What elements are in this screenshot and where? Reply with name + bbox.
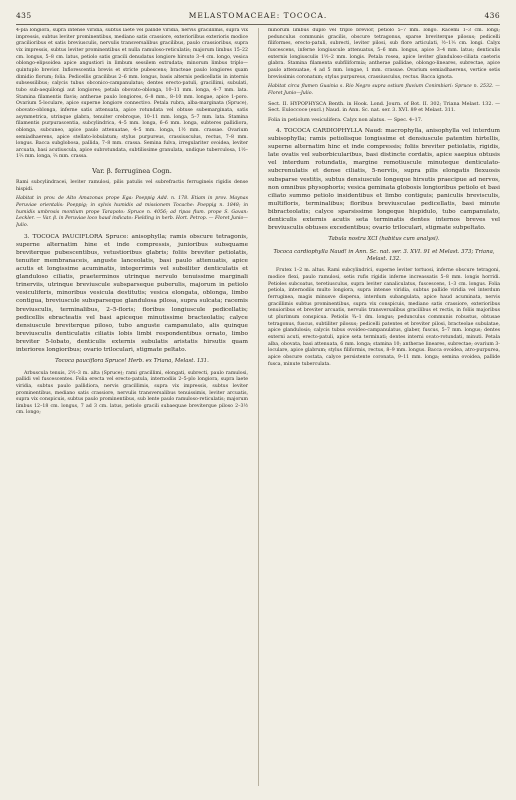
page-number-left: 435: [16, 10, 32, 20]
page-number-right: 436: [484, 10, 500, 20]
left-paragraph-continuation: 4-pla longiora, supra intense viridia, subtus laete vel pallide viridia, nervis gracillimis, supra vix impressis, subtus leviter prominentibus, mediano satis crassiore, exteriorilbus exterioris modice gracilioribus et satis breviusculis, nervulis transversalibus gracilibus, paulo crassioribus, supra vix impressis, subtus leviter prominentibus et nulla ramuloso-reticulatis; majorum limbus 15–22 cm. longus, 5–8 cm. latus, petiolo satis gracili denudatus longiore hirsuto 3–4 cm. longo, vesica oblongo-elipsoidea apice angustiori in limbum sessilem extrudata; minorum limbus triplo—quintuplo brevior. Inflorescentia brevis et stricte pubescens; bracteae paulo longiores quam dimidio florum; folia. Pedicellis gracilibus 2–6 mm. longus, basis alternis pedicellatis in internis subsessilibus; calycis tubus obconico-campanulatus; dentes erecto-patuli, gracillimi, subulati, tubo sub-aequilongi aut longiores; petala obovato-oblonga, 10–11 mm. longa, 4–7 mm. lata. Stamina filamentis flavis; antherae paulo longiores, 6–8 mm., 8–10 mm. longae, apice 1-poro. Ovarium 5-loculare, apice superne longiore connectivo. Petala rubra, alba-marginata (Spruce), obovato-oblonga, inferne satis attenuata, apice rotundata vel obtuse subemarginata, satis asymmetrica, utrinque glabra, tenuiter crebroque, 10–11 mm. longa, 5–7 mm. lata. Stamina filamentis purpurascentia, subcylindrica, 4–5 mm. longa, 6–6 mm. longa, subteres pallidiora, oblonga, subcuneo, apice paulo attenuatae, 4–5 mm. longa, 1½ mm. crassae. Ovarium semiadhaerens, apice stellato-lobulatum; stylus purpureus, crassiusculus, rectus, 7–8 mm. longus. Bacca subglobosa, pallida, 7–8 mm. crassa. Semina fulva, irregulariter ovoidea, leviter arcuata, basi acutiuscula, apice subrotundata, subtilissime granulata, undique tuberculosa, 1½–1⅔ mm. longa, ⅔ mm. crassa.: [16, 28, 248, 160]
header-rule: [16, 24, 500, 25]
section-note: Folia in petiolum vesiculifera. Calyx non alatus. — Spec. 4–17.: [268, 117, 423, 124]
species-3-citation: Tococa pauciflora Spruce! Herb. ex Triana, Melast. 131.: [55, 358, 209, 365]
species-3-description: Arbuscula tenuis, 2½–3 m. alta (Spruce); rami gracillimi, elongati, subrecti, paulo ramulosi, pallidi vel fuscescentes. Folia erecta vel erecto-patula, internodiis 2–5-plo longiora, supra laete viridia, subtus paulo pallidiora, nervis gracillimis, supra vix impressis, subtus leviter prominentibus, mediano satis crassiore, nervulis transversalibus tenuissimis, leviter arcuatis, supra vix conspicuis, subtus paulo prominentibus, sub lente paulo ramuloso-reticulatis; majorum limbus 12–18 cm. longus, 7 ad 3 cm. latus, petiolo gracili subaequae breviterque piloso 2–3½ cm. longo;: [16, 370, 248, 416]
habitat-note-2: Habitat circa flumen Guainia s. Rio Negro supra ostium fluvium Conimbiari: Spruce n. 2532. — Floret Junio—Julio.: [268, 84, 500, 96]
species-4-citation: Tococa cardiophylla Naud! in Ann. Sc. nat. ser. 3. XVI. 91 et Melast. 373; Triana, Melast. 132.: [273, 248, 495, 262]
right-paragraph-continuation: minorum limbus duplo vel triplo brevior, petiolo 5–7 mm. longo. Racemi 1–3 cm. longi; pedunculus communis gracilis, obscure tetragonus, sparse breviterque pilosus; pedicelli filiformes, erecto-patuli, subrecti, leviter pilosi, sub flore articulati, ½–1⅓ cm. longi. Calyx fuscescens, inferne longiuscule attenuatus, 5–6 mm. longus, apice 3–4 mm. latus; denticulis externis longiusculis 1½–2 mm. longis. Petala rosea, apice leviter glanduloso-ciliata caeteris glabra. Stamina filamenta subfiliformia; antherae pallidae, oblongo-lineares, subrectae, apice paulo attenuatae, 4 ad 5 mm. longae, 1 mm. crassae. Ovarium semiadhaerens, vertice setis brevissimis coronatum; stylus purpureus, crassiusculus, rectus. Bacca ignota.: [268, 28, 500, 80]
species-3-diagnosis: 3. TOCOCA PAUCIFLORA Spruce: anisophylla; ramis obscure tetragonis, superne alternatim hine et inde compressis, junioribus subsquame breviterque pubescentibus, vetustioribus glabris; foliis breviter petiolatis, tenuiter membranaceis, anguste lanceolatis, basi paulo attenuatis, apice acutis et longissime acuminatis, integerrimis vel subsiliter denticulatis et glanduloso ciliatis, praeterminos utrinque nervulo tenuissime marginali trinerviis, utrinque breviuscule subsparseque puberulis, majorum in petiolo vesiculiferis, minoribus vesicula destitutis; vesica elongata, oblonga, limbo contigua, breviuscule subsparseque glandulosa pilosa, supra sulcata; racemis breviusculis, terminalibus, 2–5-floris; floribus longiuscule pedicellatis; pedicellis ebracteatis vel basi apiceque minutissime bracteolatis; calyce densiuscule breviterque piloso, tubo anguste campanulato, alis quinque breviusculis denticulatis ciliatis lobis limbi respondentibus ornato, limbo breviter 5-lobato, denticulis externis subulatis aristatis hirsutis quam interiores longioribus; ovario triloculari, stigmate peltato.: [16, 233, 248, 354]
variety-heading: Var. β. ferruginea Cogn.: [92, 167, 172, 176]
plate-reference: Tabula nostra XCI (habitus cum analysi).: [328, 236, 440, 243]
section-heading: Sect. II. HYPOPHYSCA Benth. in Hook. Lond. Journ. of Bot. II. 302; Triana Melast. 132. — Sect. Euloccoce (excl.) Naud. in Ann. Sc. nat. ser. 3. XVI. 89 et Melast. 311.: [268, 100, 500, 114]
right-column: [268, 28, 500, 786]
habitat-note: Habitat in prov. de Alto Amazonas prope Ega: Poeppig Add. n. 178. Etiam in prov. Maynas Peruviae orientalis: Poeppig; in sylvis humidis ad missionem Tocache: Poeppig n. 1848; in humidis umbrosis montium prope Tarapoto: Spruce n. 4056; ad ripas flum. prope S. Gavan: Leckler. — Var. β. in Peruviae loco haud indicato: Fielding in herb. Hort. Petrop. — Floret Junio—Julio.: [16, 196, 248, 229]
column-divider: [258, 28, 259, 786]
species-4-diagnosis: 4. TOCOCA CARDIOPHYLLA Naud: macrophylla, anisophylla vel interdum subisophylla; ramis petiolisque longissime et densiuscule patentim hirtellis, superne alternatim hinc et inde compressis; foliis breviter petiolatis, rigidis, late ovatis vel suborbicularibus, basi distincte cordatis, apice saepius obtusis vel interdum rotundatis, margine remotiuscule minuteque denticulato-subcrenulatis et dense ciliatis, 5-nerviis, supra pilis elongatis flexuosis subsparse vestitis, subtus densiuscule longeque hirsutis praecipue ad nervos, non omnibus physophoris; vesica geminata globosis longioribus petiolo et basi ciliato summo petiolo insidentibus et limbo contiguis; paniculis brevisculis, multifloris, terminalibus; floribus breviusculae pedicellatis, basi minute bibracteolatis; calyce sparsissime longeque hispidulo, tubo campanulato, denticulis externis acutis seta terminatis dentes internos breves vel breviusculis obtuses excedentibus; ovario triloculari, stigmate subpeltato.: [268, 127, 500, 232]
left-column: [16, 28, 248, 786]
running-title: MELASTOMACEAE: TOCOCA.: [188, 10, 328, 20]
running-head: [16, 8, 500, 22]
variety-description: Rami subcylindracei, leviter ramulosi, pilis patulis vel subrefractis ferrugineis rigidis dense hispidi.: [16, 180, 248, 192]
species-4-description: Frutex 1–2 m. altus. Rami subcylindrici, superne leviter tortuosi, inferne obscure tetragoni, modice flexi, paulo ramulosi, setis rufis rigidis inferne increassatis 5–8 mm. longis horridi. Petioles subcoatus, teretiusculus, supra leviter canaliculatus, fuscescens, 1–3 cm. longus. Folia petiola, internodiis multo longiora, supra intense viridia, subtus pallide viridia vel interdum ferruginea, magis minusve dispersa, interdum subangulata, apice haud acuminata, nervis gracillimis subtus prominentibus, supra vix conspicuis, mediano satis crassiore, exterioribus tenuioribus et breviter arcuatis, nervulis transversalibus gracilibus et rectis, in foliis majoribus ut plurimum conspicua. Petiolis ¾–1 dm. longus; pedunculus communis robustus, obtusae tetragonus, fuscus, subtiliter pilosus; pedicelli patentes et breviter pilosi, bracteolae subulatae, apice glandulosis; calycis tubus ovoideo-campanulatus, glaber, fuscus, 5–7 mm. longus; dentes externi acuti, erecto-patuli, apice seta terminati; dentes interni ovato-rotundati, minuti. Petala alba, obovata, basi attenuata, 6 mm. longa; stamina 10; antherae lineares, subrectae; ovarium 3-loculare, apice glabrum; stylus filiformis, rectus, 8–9 mm. longus. Bacca ovoidea, atro-purpurea, apice obscure costata, calyce persistente coronata, 9–11 mm. longa; semina ovoidea, pallide fusca, minute tuberculata.: [268, 268, 500, 367]
